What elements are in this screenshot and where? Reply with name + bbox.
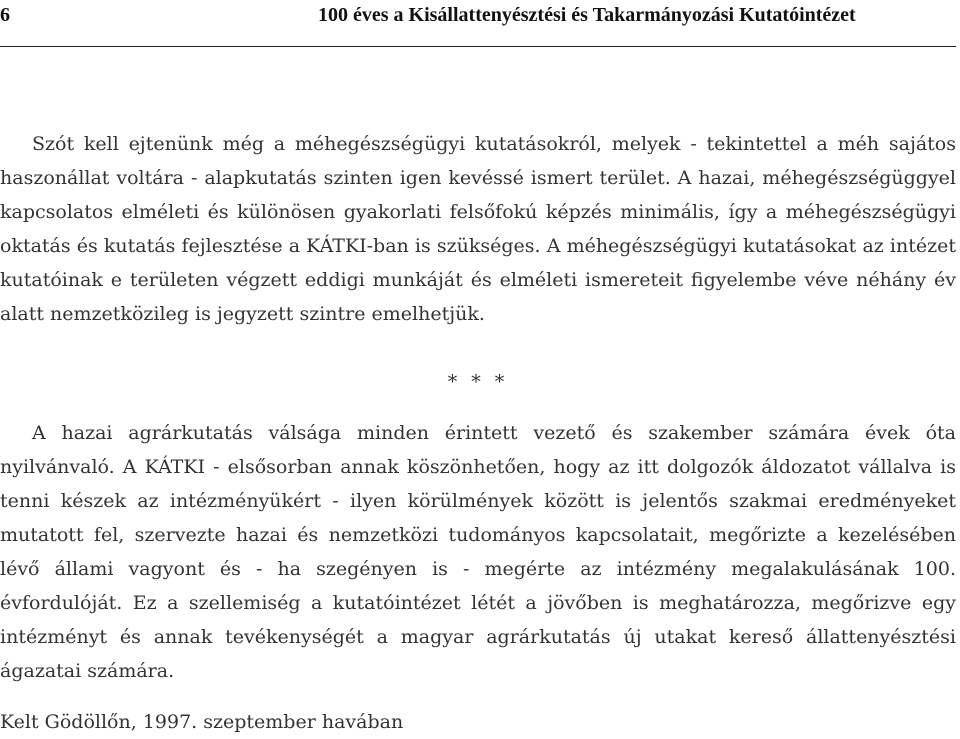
section-separator: * * * <box>447 371 509 393</box>
closing-dateline: Kelt Gödöllőn, 1997. szeptember havában <box>0 711 404 733</box>
body-text <box>0 127 956 739</box>
paragraph-bee-health-research: Szót kell ejtenünk még a méhegészségügyi kutatásokról, melyek - tekintettel a méh sajátos haszonállat voltára - alapkutatás szinten igen kevéssé ismert terület. A hazai, méhegészségüggyel kapcsolatos elméleti és különösen gyakorlati felsőfokú képzés minimális, így a méhegészségügyi oktatás és kutatás fejlesztése a KÁTKI-ban is szükséges. A méhegészségügyi kutatásokat az intézet kutatóinak e területen végzett eddigi munkáját és elméleti ismereteit figyelembe véve néhány év alatt nemzetközileg is jegyzett szintre emelhetjük. <box>0 133 956 325</box>
paragraph-agricultural-research-crisis: A hazai agrárkutatás válsága minden érintett vezető és szakember számára évek óta nyilvánvaló. A KÁTKI - elsősorban annak köszönhetően, hogy az itt dolgozók áldozatot vállalva is tenni készek az intézményükért - ilyen körülmények között is jelentős szakmai eredményeket mutatott fel, szervezte hazai és nemzetközi tudományos kapcsolatait, megőrizte a kezelésében lévő állami vagyont és - ha szegényen is - megérte az intézmény megalakulásának 100. évfordulóját. Ez a szellemiség a kutatóintézet létét a jövőben is meghatározza, megőrizve egy intézményt és annak tevékenységét a magyar agrárkutatás új utakat kereső állattenyésztési ágazatai számára. <box>0 422 956 682</box>
running-title: 100 éves a Kisállattenyésztési és Takarmányozási Kutatóintézet <box>318 4 856 26</box>
page-header <box>0 0 956 47</box>
page-number: 6 <box>0 4 10 26</box>
